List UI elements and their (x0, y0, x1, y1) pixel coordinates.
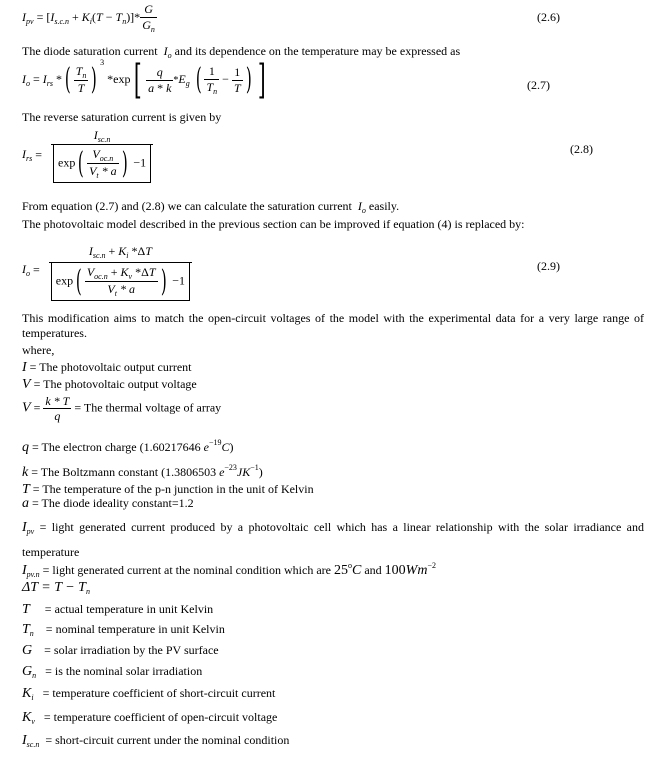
text-span: The diode saturation current (22, 44, 158, 58)
definition-text: = solar irradiation by the PV surface (44, 643, 219, 657)
definition-Ki: $K_i$ = temperature coefficient of short-circuit current (22, 686, 276, 702)
definition-text: = light generated current at the nominal condition which are (42, 563, 331, 577)
definition-text: = The temperature of the p-n junction in the unit of Kelvin (32, 482, 314, 496)
definition-Ipvn: $I_{pv.n}$ = light generated current at the nominal condition which are 25$^o$C and $100Wm^{-2}$ (22, 561, 436, 579)
paragraph: The photovoltaic model described in the previous section can be improved if equation (4) is replaced by: (22, 217, 525, 231)
paragraph: where, (22, 343, 55, 357)
definition-text: = temperature coefficient of short-circuit current (42, 686, 276, 700)
definition-a: a = The diode ideality constant=1.2 (22, 496, 194, 511)
definition-text: = actual temperature in unit Kelvin (44, 602, 214, 616)
definition-Iscn: $I_{sc.n}$ = short-circuit current under the nominal condition (22, 733, 290, 749)
equation-number: (2.9) (537, 259, 560, 273)
definition-text: = The diode ideality constant=1.2 (32, 496, 194, 510)
text-span: From equation (2.7) and (2.8) we can calculate the saturation current (22, 199, 352, 213)
text-span: easily. (368, 199, 400, 213)
definition-text: = The Boltzmann constant (1.3806503 (31, 465, 217, 479)
equation-2-8: $I_{rs}$ = $I_{sc.n}$ exp( $\frac{V_{oc.n}}{V_t * a}$ ) −1 (22, 128, 153, 183)
definition-text: = The thermal voltage of array (74, 400, 222, 415)
equation-number: (2.7) (527, 78, 550, 92)
definition-text: = The photovoltaic output current (29, 360, 192, 374)
definition-text: = The electron charge (1.60217646 (32, 440, 201, 454)
paragraph: The reverse saturation current is given by (22, 110, 222, 124)
definition-Kv: $K_v$ = temperature coefficient of open-circuit voltage (22, 710, 278, 726)
definition-k: k = The Boltzmann constant (1.3806503 $e^{-23}JK^{-1}$) (22, 463, 263, 480)
text-span: and its dependence on the temperature may be expressed as (174, 44, 461, 58)
equation-2-9: $I_o$ = $I_{sc.n} + K_i$ *ΔT exp( $\frac{V_{oc.n} + K_v *\Delta T}{V_t * a}$ ) −1 (22, 240, 192, 301)
equation-2-7: $I_o = I_{rs}$ *( $\frac{T_n}{T}$ ) $^3$ *exp[ $\frac{q}{a * k}$ $*E_g$ ( $\frac{1}{T_n}$ − $\frac{1}{T}$ ) ] (22, 57, 267, 104)
paragraph: From equation (2.7) and (2.8) we can calculate the saturation current $I_o$ easily. (22, 199, 400, 215)
definition-G: G = solar irradiation by the PV surface (22, 643, 219, 658)
definition-text: = is the nominal solar irradiation (45, 664, 203, 678)
equation-number: (2.6) (537, 10, 560, 24)
definition-text: = short-circuit current under the nominal condition (45, 733, 290, 747)
definition-text: = nominal temperature in unit Kelvin (45, 622, 225, 636)
definition-dT: $\Delta T = T - T_n$ (22, 580, 90, 596)
definition-Ipv: $I_{pv}$ = light generated current produced by a photovoltaic cell which has a linear relationship with the solar irradiance and temperature (22, 520, 645, 559)
definition-T: T = The temperature of the p-n junction in the unit of Kelvin (22, 482, 314, 497)
definition-V: V = The photovoltaic output voltage (22, 377, 197, 392)
equation-number: (2.8) (570, 142, 593, 156)
definition-text: ΔT = T − T (22, 580, 86, 595)
definition-T2: T = actual temperature in unit Kelvin (22, 602, 214, 617)
definition-q: q = The electron charge (1.60217646 $e^{-19}C$) (22, 438, 234, 455)
definition-Vt: V = $\frac{k * T}{q}$ = The thermal voltage of array (22, 394, 222, 423)
definition-I: I = The photovoltaic output current (22, 360, 192, 375)
definition-text: = The photovoltaic output voltage (33, 377, 197, 391)
equation-2-6: $I_{pv} = [I_{s.c.n} + K_i(T - T_n)]*$ $\frac{G}{G_n}$ (22, 2, 155, 34)
definition-text: = temperature coefficient of open-circuit voltage (43, 710, 278, 724)
definition-Tn: $T_n$ = nominal temperature in unit Kelvin (22, 622, 225, 638)
paragraph: This modification aims to match the open-circuit voltages of the model with the experimental data for a very large range of temperatures. (22, 311, 644, 340)
definition-Gn: $G_n$ = is the nominal solar irradiation (22, 664, 203, 680)
definition-text: = light generated current produced by a photovoltaic cell which has a linear relationship with the solar irradiance and temperature (22, 520, 645, 559)
paragraph: The diode saturation current $I_o$ and its dependence on the temperature may be expressed as (22, 44, 461, 60)
